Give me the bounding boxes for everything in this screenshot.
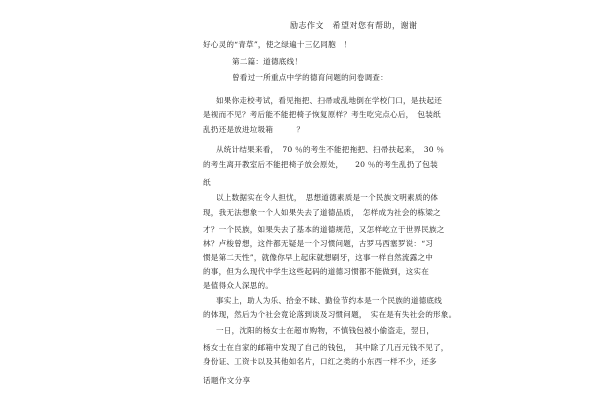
body-line: 乱扔还是放进垃圾箱 ？ — [203, 125, 305, 134]
body-line: 身份证、工资卡以及其他如名片，口红之类的小东西一样不少，还多 — [203, 357, 437, 366]
body-line: 曾看过一所重点中学的德育问题的问卷调查： — [232, 73, 388, 82]
body-line: 的考生离开教室后不能把椅子放会原处， 20 ％的考生乱扔了包装 — [203, 160, 438, 169]
body-line: 如果你走校考试，看见拖把、扫帚或乱地倒在学校门口，是扶起还 — [216, 96, 443, 105]
body-line: 惯是第二天性”，就像你早上起床就想刷牙，这事一样自然流露之中 — [203, 253, 434, 262]
body-line: 杨女士在自家的邮箱中发现了自己的钱包， 其中除了几百元钱不见了， — [203, 343, 449, 352]
body-line: 一日，沈阳的杨女士在超市购物，不慎钱包被小偷盗走，翌日， — [216, 326, 435, 335]
body-line: 是视而不见？考后能不能把椅子恢复原样？考生吃完点心后， 包装纸 — [203, 110, 441, 119]
body-line: 才？一个民族，如果失去了基本的道德规范，又怎样屹立于世界民族之 — [203, 225, 445, 234]
body-line: 事实上，助人为乐、拾金不昧、勤俭节约本是一个民族的道德底线 — [216, 296, 443, 305]
body-line: 现，我无法想象一个人如果失去了道德品质， 怎样成为社会的栋梁之 — [203, 208, 441, 217]
body-line: 林？卢梭曾想，这件都无疑是一个习惯问题，古罗马西塞罗说：“习 — [203, 239, 434, 248]
page-footer: 话题作文分享 — [203, 376, 251, 385]
body-line: 纸 — [203, 178, 211, 187]
body-line: 以上数据实在令人担忧， 思想道德素质是一个民族文明素质的体 — [216, 193, 439, 202]
body-line: 从统计结果来看， 70 ％的考生不能把拖把、扫帚扶起来， 30 ％ — [216, 145, 445, 154]
body-line: 是值得众人深思的。 — [203, 281, 274, 290]
section-title: 第二篇：道德底线！ — [232, 57, 303, 66]
body-line: 好心灵的“青草”，使之绿遍十三亿同胞 ！ — [203, 40, 352, 49]
body-line: 的事，但为么现代中学生这些起码的道德习惯都不能做到，这实在 — [203, 267, 430, 276]
page-header: 励志作文 希望对您有帮助，谢谢 — [290, 21, 418, 30]
body-line: 的体现，然后为个社会竟论落到谈及习惯问题， 实在是有失社会的形象。 — [203, 310, 457, 319]
